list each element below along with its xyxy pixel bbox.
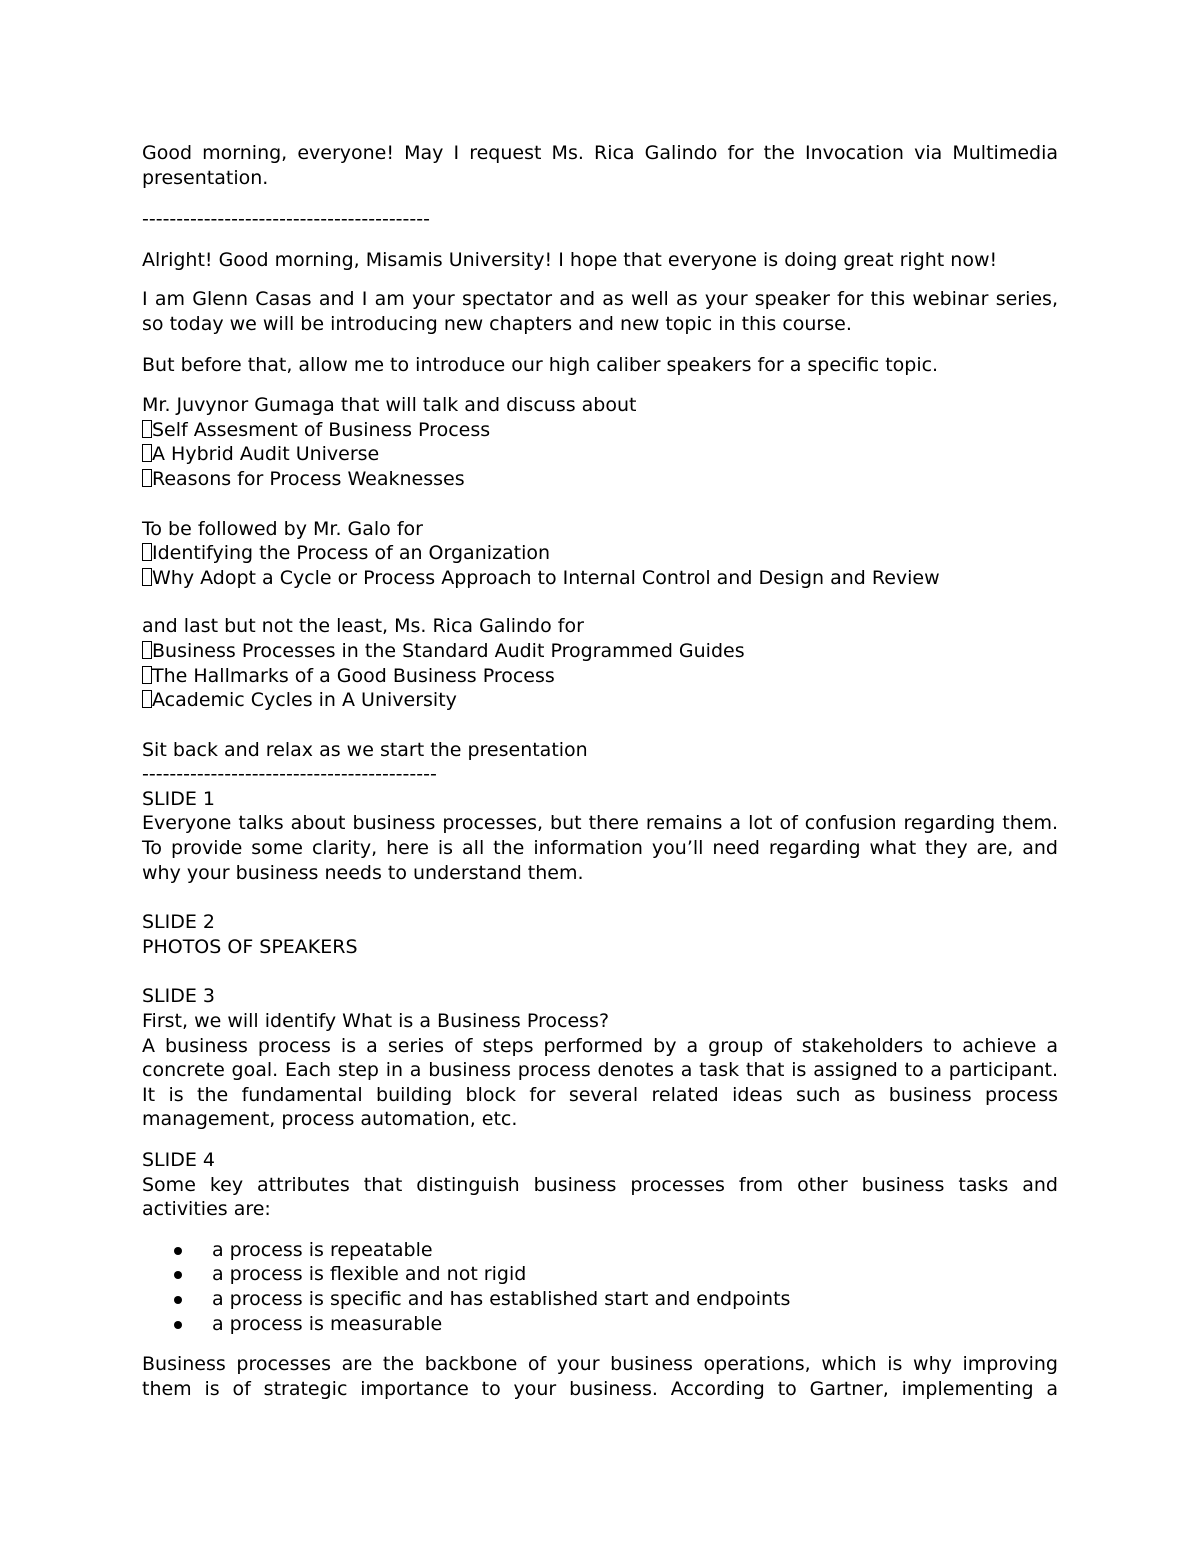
bullet-icon [174,1321,182,1329]
speaker3-topic: Business Processes in the Standard Audit Programmed Guides [142,639,1058,664]
speaker2-block [142,517,1058,591]
missing-glyph-icon [142,469,152,487]
speaker2-topic: Identifying the Process of an Organization [142,541,1058,566]
list-item: a process is repeatable [142,1238,1058,1263]
slide4-block [142,1148,1058,1222]
missing-glyph-icon [142,444,152,462]
bullet-icon [174,1271,182,1279]
dash-separator: ------------------------------------------- [142,763,437,786]
opening-paragraph: Good morning, everyone! May I request Ms. Rica Galindo for the Invocation via Multimedia presentation. [142,142,1058,189]
speaker1-topic: Reasons for Process Weaknesses [142,467,1058,492]
missing-glyph-icon [142,420,152,438]
slide3-block [142,984,1058,1132]
closing-paragraph: Business processes are the backbone of your business operations, which is why improving them is of strategic importance to your business. According to Gartner, implementing a [142,1353,1058,1400]
slide3-heading: SLIDE 3 [142,985,216,1008]
missing-glyph-icon [142,690,152,708]
missing-glyph-icon [142,666,152,684]
slide2-text: PHOTOS OF SPEAKERS [142,935,358,958]
document-body [142,141,1058,1401]
bullet-icon [174,1247,182,1255]
speaker2-intro: To be followed by Mr. Galo for [142,517,423,540]
speakers-intro-paragraph: But before that, allow me to introduce our high caliber speakers for a specific topic. [142,353,939,376]
slide1-heading: SLIDE 1 [142,787,216,810]
greeting-paragraph: Alright! Good morning, Misamis University! I hope that everyone is doing great right now! [142,248,998,271]
missing-glyph-icon [142,641,152,659]
host-intro-paragraph: I am Glenn Casas and I am your spectator and as well as your speaker for this webinar series, so today we will be introducing new chapters and new topic in this course. [142,288,1058,335]
slide4-heading: SLIDE 4 [142,1149,216,1171]
missing-glyph-icon [142,543,152,561]
list-item: a process is flexible and not rigid [142,1262,1058,1287]
slide1-text: Everyone talks about business processes, but there remains a lot of confusion regarding them. To provide some clarity, here is all the information you’ll need regarding what they are, and why your business needs to understand them. [142,812,1058,884]
slide2-heading: SLIDE 2 [142,911,216,934]
slide4-bullet-list [142,1238,1058,1336]
slide3-question: First, we will identify What is a Business Process? [142,1010,610,1033]
dash-separator: ------------------------------------------ [142,208,430,231]
slide2-block [142,910,1058,959]
speaker2-topic: Why Adopt a Cycle or Process Approach to Internal Control and Design and Review [142,566,1058,591]
presentation-start-block [142,738,1058,886]
speaker3-topic: Academic Cycles in A University [142,688,1058,713]
slide4-text: Some key attributes that distinguish business processes from other business tasks and activities are: [142,1173,1058,1221]
speaker3-topic: The Hallmarks of a Good Business Process [142,664,1058,689]
speaker1-topic: Self Assesment of Business Process [142,418,1058,443]
slide3-text: A business process is a series of steps performed by a group of stakeholders to achieve a concrete goal. Each step in a business process denotes a task that is assigned to a participant. It is the fundamental building block for several related ideas such as business process management, process automation, etc. [142,1034,1058,1131]
sit-back-line: Sit back and relax as we start the presentation [142,738,588,761]
speaker1-intro: Mr. Juvynor Gumaga that will talk and discuss about [142,394,637,417]
speaker3-intro: and last but not the least, Ms. Rica Galindo for [142,615,584,638]
bullet-icon [174,1296,182,1304]
missing-glyph-icon [142,568,152,586]
list-item: a process is measurable [142,1312,1058,1337]
list-item: a process is specific and has established start and endpoints [142,1287,1058,1312]
speaker1-topic: A Hybrid Audit Universe [142,442,1058,467]
speaker1-block [142,393,1058,491]
speaker3-block [142,614,1058,712]
